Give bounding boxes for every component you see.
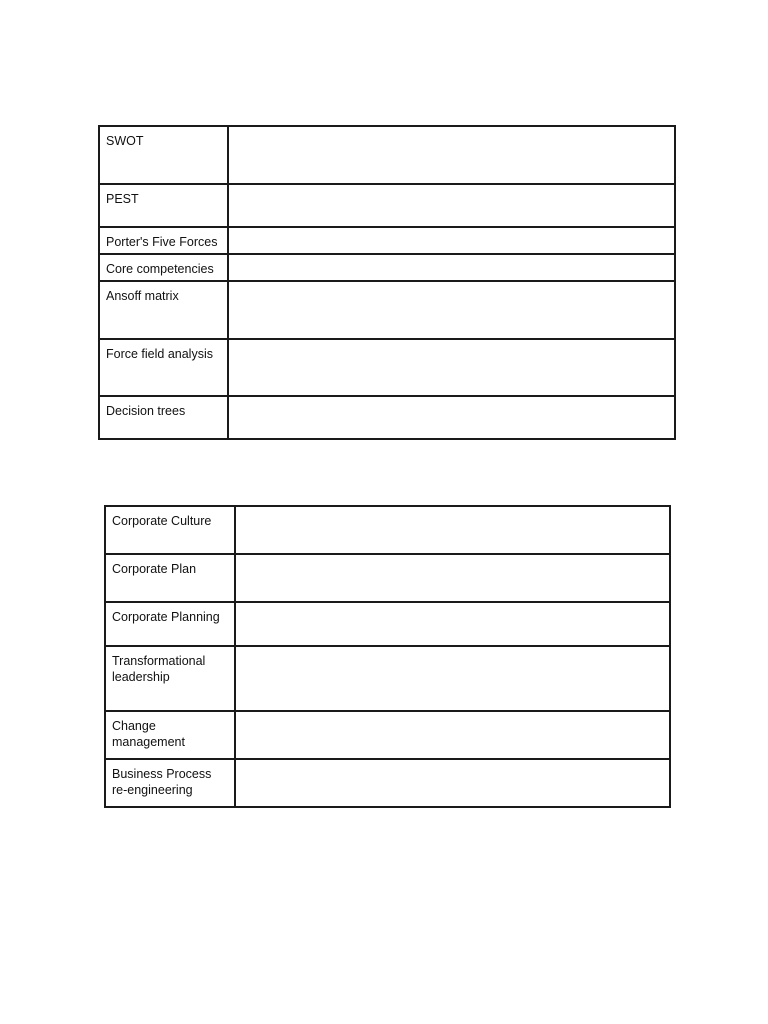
table-row: [105, 554, 670, 602]
definition-cell[interactable]: [228, 126, 675, 184]
definition-cell[interactable]: [235, 711, 670, 759]
strategy-tools-table: [98, 125, 676, 440]
term-cell: Porter's Five Forces: [99, 227, 228, 254]
term-cell: Corporate Planning: [105, 602, 235, 646]
table-row: [99, 339, 675, 396]
definition-cell[interactable]: [235, 759, 670, 807]
term-cell: Transformational leadership: [105, 646, 235, 711]
table-row: [105, 602, 670, 646]
definition-cell[interactable]: [235, 646, 670, 711]
definition-cell[interactable]: [228, 184, 675, 227]
definition-cell[interactable]: [228, 396, 675, 439]
definition-cell[interactable]: [235, 506, 670, 554]
definition-cell[interactable]: [228, 281, 675, 339]
table-row: [105, 646, 670, 711]
table-row: [105, 711, 670, 759]
table-row: [99, 126, 675, 184]
term-cell: Change management: [105, 711, 235, 759]
term-cell: PEST: [99, 184, 228, 227]
definition-cell[interactable]: [228, 339, 675, 396]
term-cell: Ansoff matrix: [99, 281, 228, 339]
definition-cell[interactable]: [235, 554, 670, 602]
table-row: [99, 254, 675, 281]
corporate-terms-table: [104, 505, 671, 808]
term-cell: Core competencies: [99, 254, 228, 281]
table-row: [105, 759, 670, 807]
definition-cell[interactable]: [228, 254, 675, 281]
term-cell: Force field analysis: [99, 339, 228, 396]
table-row: [99, 396, 675, 439]
table-row: [99, 281, 675, 339]
term-cell: Corporate Culture: [105, 506, 235, 554]
table-row: [99, 184, 675, 227]
table-row: [99, 227, 675, 254]
definition-cell[interactable]: [235, 602, 670, 646]
term-cell: Decision trees: [99, 396, 228, 439]
definition-cell[interactable]: [228, 227, 675, 254]
term-cell: Corporate Plan: [105, 554, 235, 602]
term-cell: Business Process re-engineering: [105, 759, 235, 807]
table-row: [105, 506, 670, 554]
term-cell: SWOT: [99, 126, 228, 184]
